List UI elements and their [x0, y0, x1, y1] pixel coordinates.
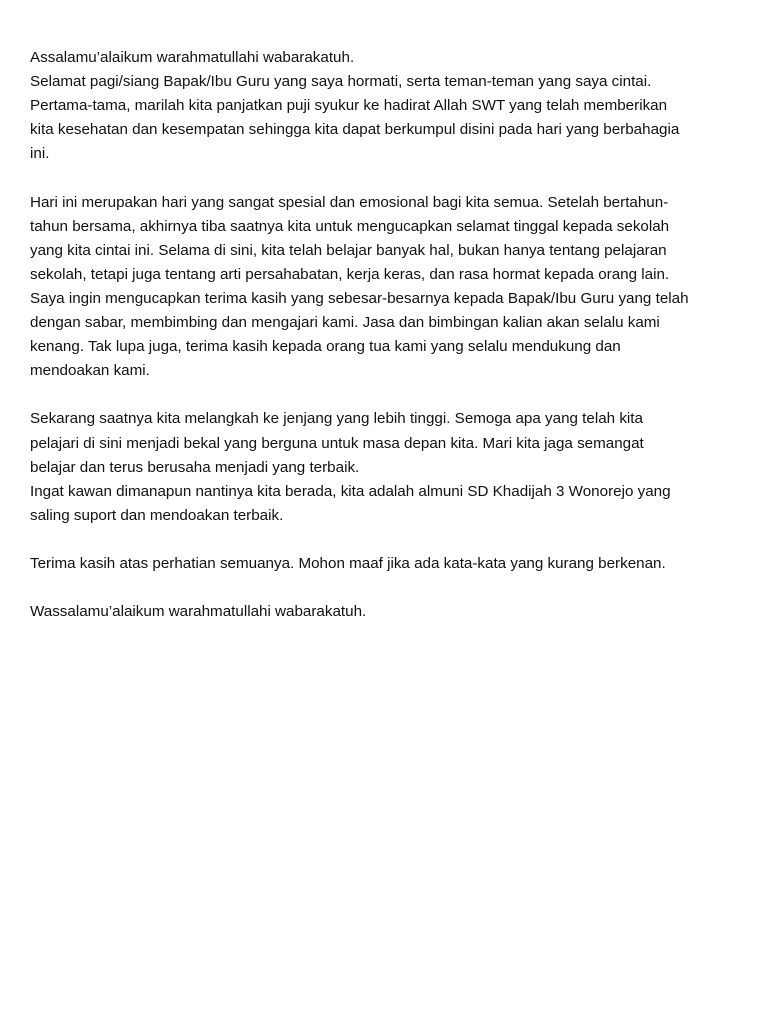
- closing-paragraph: [30, 600, 742, 624]
- text-line: Pertama-tama, marilah kita panjatkan puji syukur ke hadirat Allah SWT yang telah memberikan: [30, 97, 668, 115]
- body-paragraph-farewell: [30, 191, 742, 384]
- text-line: ini.: [30, 145, 50, 163]
- text-line: tahun bersama, akhirnya tiba saatnya kita untuk mengucapkan selamat tinggal kepada sekolah: [30, 217, 670, 235]
- thanks-paragraph: [30, 552, 742, 576]
- speech-document: [30, 46, 742, 648]
- text-line: dengan sabar, membimbing dan mengajari kami. Jasa dan bimbingan kalian akan selalu kami: [30, 314, 660, 332]
- text-line: sekolah, tetapi juga tentang arti persahabatan, kerja keras, dan rasa hormat kepada orang lain.: [30, 265, 670, 283]
- text-line: Wassalamu’alaikum warahmatullahi wabarakatuh.: [30, 603, 367, 621]
- text-line: yang kita cintai ini. Selama di sini, kita telah belajar banyak hal, bukan hanya tentang pelajaran: [30, 241, 667, 259]
- text-line: mendoakan kami.: [30, 362, 150, 380]
- body-paragraph-future: [30, 407, 742, 527]
- text-line: Selamat pagi/siang Bapak/Ibu Guru yang saya hormati, serta teman-teman yang saya cintai.: [30, 73, 652, 91]
- text-line: pelajari di sini menjadi bekal yang berguna untuk masa depan kita. Mari kita jaga semangat: [30, 434, 644, 452]
- text-line: Sekarang saatnya kita melangkah ke jenjang yang lebih tinggi. Semoga apa yang telah kita: [30, 410, 643, 428]
- text-line: Hari ini merupakan hari yang sangat spesial dan emosional bagi kita semua. Setelah bertahun-: [30, 193, 669, 211]
- text-line: kita kesehatan dan kesempatan sehingga kita dapat berkumpul disini pada hari yang berbahagia: [30, 121, 680, 139]
- opening-paragraph: [30, 46, 742, 166]
- text-line: belajar dan terus berusaha menjadi yang terbaik.: [30, 458, 360, 476]
- text-line: Assalamu’alaikum warahmatullahi wabarakatuh.: [30, 49, 355, 66]
- text-line: saling suport dan mendoakan terbaik.: [30, 506, 284, 524]
- text-line: kenang. Tak lupa juga, terima kasih kepada orang tua kami yang selalu mendukung dan: [30, 338, 621, 356]
- text-line: Ingat kawan dimanapun nantinya kita berada, kita adalah almuni SD Khadijah 3 Wonorejo yang: [30, 482, 671, 500]
- text-line: Saya ingin mengucapkan terima kasih yang sebesar-besarnya kepada Bapak/Ibu Guru yang telah: [30, 289, 689, 307]
- text-line: Terima kasih atas perhatian semuanya. Mohon maaf jika ada kata-kata yang kurang berkenan.: [30, 554, 666, 572]
